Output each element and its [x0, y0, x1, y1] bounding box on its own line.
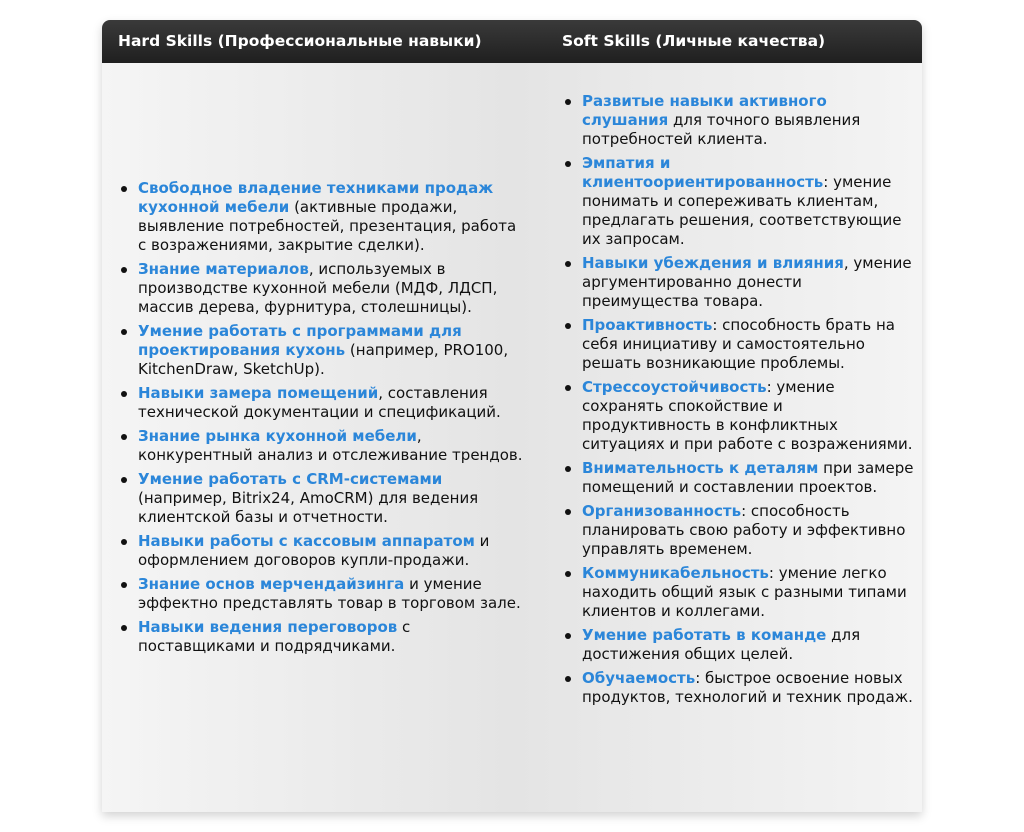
hard-skill-item — [120, 260, 525, 317]
soft-skill-item — [564, 92, 914, 149]
hard-skill-item — [120, 322, 525, 379]
hard-skill-text: (например, PRO100, KitchenDraw, SketchUp). — [138, 341, 509, 378]
soft-skill-term: Обучаемость — [582, 669, 696, 687]
table-header — [102, 20, 922, 63]
hard-skill-text: и оформлением договоров купли-продажи. — [138, 532, 490, 569]
soft-skill-text: : умение легко находить общий язык с разными типами клиентов и коллегами. — [582, 564, 907, 620]
soft-skill-item — [564, 154, 914, 249]
soft-skill-item — [564, 378, 914, 454]
hard-skill-item — [120, 179, 525, 255]
soft-skill-item — [564, 254, 914, 311]
soft-skill-term: Умение работать в команде — [582, 626, 827, 644]
header-hard-skills: Hard Skills (Профессиональные навыки) — [118, 32, 482, 50]
soft-skill-text: , умение аргументированно донести преимущества товара. — [582, 254, 912, 310]
soft-skill-item — [564, 502, 914, 559]
hard-skill-text: (активные продажи, выявление потребностей, презентация, работа с возражениями, закрытие сделки). — [138, 198, 517, 254]
hard-skill-item — [120, 532, 525, 570]
hard-skill-term: Умение работать с CRM-системами — [138, 470, 443, 488]
soft-skill-item — [564, 669, 914, 707]
hard-skill-text: с поставщиками и подрядчиками. — [138, 618, 411, 655]
soft-skill-text: при замере помещений и составлении проектов. — [582, 459, 914, 496]
soft-skills-list — [564, 92, 914, 712]
hard-skill-term: Умение работать с программами для проектирования кухонь — [138, 322, 462, 359]
soft-skill-term: Эмпатия и клиентоориентированность — [582, 154, 824, 191]
hard-skill-text: , используемых в производстве кухонной мебели (МДФ, ЛДСП, массив дерева, фурнитура, столешницы). — [138, 260, 498, 316]
soft-skill-text: для точного выявления потребностей клиента. — [582, 111, 861, 148]
soft-skill-text: : способность планировать свою работу и эффективно управлять временем. — [582, 502, 906, 558]
hard-skill-term: Навыки работы с кассовым аппаратом — [138, 532, 475, 550]
soft-skill-item — [564, 626, 914, 664]
soft-skill-text: для достижения общих целей. — [582, 626, 861, 663]
soft-skill-term: Проактивность — [582, 316, 713, 334]
hard-skill-text: , конкурентный анализ и отслеживание трендов. — [138, 427, 523, 464]
hard-skill-term: Навыки ведения переговоров — [138, 618, 398, 636]
header-soft-skills: Soft Skills (Личные качества) — [562, 32, 826, 50]
hard-skill-item — [120, 618, 525, 656]
soft-skill-text: : способность брать на себя инициативу и самостоятельно решать возникающие проблемы. — [582, 316, 895, 372]
soft-skill-term: Коммуникабельность — [582, 564, 769, 582]
hard-skill-term: Свободное владение техниками продаж кухонной мебели — [138, 179, 494, 216]
soft-skill-term: Навыки убеждения и влияния — [582, 254, 844, 272]
hard-skill-item — [120, 470, 525, 527]
hard-skills-list — [120, 179, 525, 661]
soft-skill-term: Стрессоустойчивость — [582, 378, 767, 396]
skills-table — [102, 20, 922, 812]
soft-skill-text: : умение понимать и сопереживать клиентам, предлагать решения, соответствующие их запросам. — [582, 173, 902, 248]
soft-skill-item — [564, 564, 914, 621]
soft-skill-term: Развитые навыки активного слушания — [582, 92, 827, 129]
soft-skill-item — [564, 459, 914, 497]
hard-skill-term: Знание основ мерчендайзинга — [138, 575, 405, 593]
soft-skill-item — [564, 316, 914, 373]
hard-skill-term: Знание материалов — [138, 260, 309, 278]
hard-skill-item — [120, 427, 525, 465]
soft-skill-term: Организованность — [582, 502, 742, 520]
soft-skill-text: : умение сохранять спокойствие и продуктивность в конфликтных ситуациях и при работе с возражениями. — [582, 378, 913, 453]
hard-skill-text: и умение эффектно представлять товар в торговом зале. — [138, 575, 521, 612]
hard-skill-text: , составления технической документации и спецификаций. — [138, 384, 501, 421]
hard-skill-item — [120, 384, 525, 422]
soft-skill-text: : быстрое освоение новых продуктов, технологий и техник продаж. — [582, 669, 913, 706]
hard-skill-text: (например, Bitrix24, AmoCRM) для ведения клиентской базы и отчетности. — [138, 489, 479, 526]
hard-skill-term: Знание рынка кухонной мебели — [138, 427, 417, 445]
hard-skill-item — [120, 575, 525, 613]
soft-skill-term: Внимательность к деталям — [582, 459, 819, 477]
hard-skill-term: Навыки замера помещений — [138, 384, 379, 402]
